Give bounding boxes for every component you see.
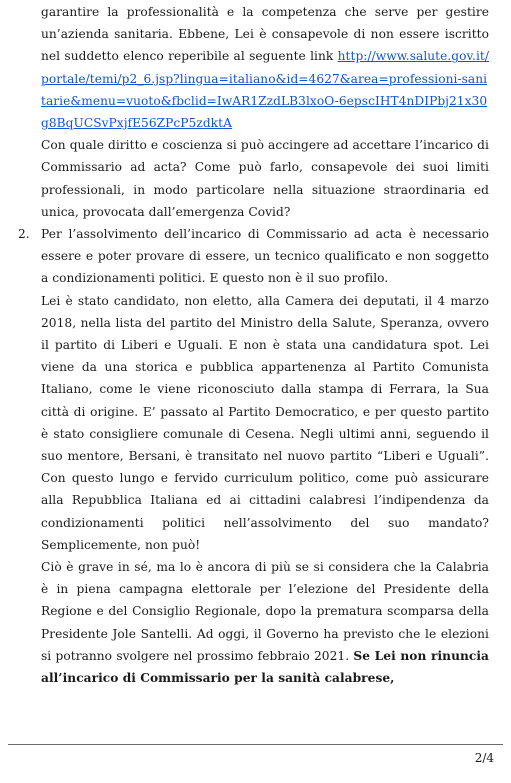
page-number: 2/4 bbox=[474, 751, 494, 765]
item2-paragraph-3-text: Ciò è grave in sé, ma lo è ancora di più se si considera che la Calabria è in piena campagna elettorale per l’elezione del Presidente della Regione e del Consiglio Regionale, dopo la prematura scomparsa della Presidente Jole Santelli. Ad oggi, il Governo ha previsto che le elezioni si potranno svolgere nel prossimo febbraio 2021. bbox=[41, 560, 489, 663]
list-number: 2. bbox=[18, 227, 30, 242]
question-paragraph: Con quale diritto e coscienza si può accingere ad accettare l’incarico di Commissario ad acta? Come può farlo, consapevole dei suoi limiti professionali, in modo particolare nella situazione straordinaria ed unica, provocata dall’emergenza Covid? bbox=[41, 138, 489, 219]
intro-text: garantire la professionalità e la competenza che serve per gestire un’azienda sanitaria. Ebbene, Lei è consapevole di non essere iscritto nel suddetto elenco reperibile al seguente link bbox=[41, 5, 489, 64]
item2-paragraph-3-bold: Se Lei non rinuncia all’incarico di Commissario per la sanità calabrese, bbox=[41, 648, 489, 686]
ministry-link[interactable]: http://www.salute.gov.it/portale/temi/p2_6.jsp?lingua=italiano&id=4627&area=professioni-sanitarie&menu=vuoto&fbclid=IwAR1ZzdLB3lxoO-6epscIHT4nDIPbj21x30g8BqUCSvPxjfE56ZPcP5zdktA bbox=[41, 49, 489, 131]
list-item-2 bbox=[18, 223, 489, 689]
item2-paragraph-2: Lei è stato candidato, non eletto, alla Camera dei deputati, il 4 marzo 2018, nella lista del partito del Ministro della Salute, Speranza, ovvero il partito di Liberi e Uguali. E non è stata una candidatura spot. Lei viene da una storica e pubblica appartenenza al Partito Comunista Italiano, come le viene riconosciuto dalla stampa di Ferrara, la Sua città di origine. E’ passato al Partito Democratico, e per questo partito è stato consigliere comunale di Cesena. Negli ultimi anni, seguendo il suo mentore, Bersani, è transitato nel nuovo partito “Liberi e Uguali”. Con questo lungo e fervido curriculum politico, come può assicurare alla Repubblica Italiana ed ai cittadini calabresi l’indipendenza da condizionamenti politici nell’assolvimento del suo mandato? Semplicemente, non può! bbox=[41, 293, 489, 552]
item2-paragraph-1: Per l’assolvimento dell’incarico di Commissario ad acta è necessario essere e poter provare di essere, un tecnico qualificato e non soggetto a condizionamenti politici. E questo non è il suo profilo. bbox=[41, 227, 489, 286]
document-body bbox=[18, 1, 489, 689]
item2-paragraph-3 bbox=[41, 556, 489, 689]
footer-divider bbox=[8, 744, 503, 745]
intro-paragraph bbox=[41, 1, 489, 134]
